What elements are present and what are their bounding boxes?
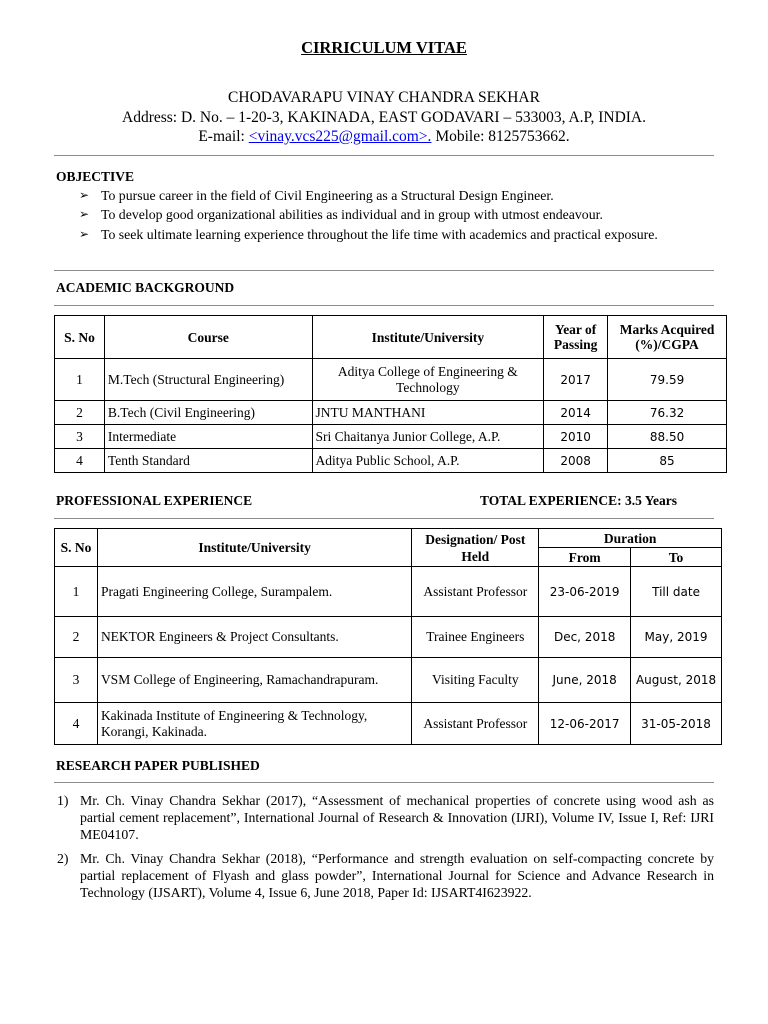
- email-link[interactable]: <vinay.vcs225@gmail.com>.: [248, 128, 432, 145]
- divider: [54, 518, 714, 519]
- research-item: 2) Mr. Ch. Vinay Chandra Sekhar (2018), “Performance and strength evaluation on self-compacting concrete by partial replacement of Flyash and glass powder”, International Journal for Science and Advance Research in Technology (IJSART), Volume 4, Issue 6, June 2018, Paper Id: IJSART4I623922.: [57, 851, 714, 900]
- column-header: Marks Acquired (%)/CGPA: [608, 316, 727, 359]
- email-label: E-mail:: [198, 128, 249, 145]
- arrow-bullet-icon: ➢: [79, 207, 90, 221]
- document-title: CIRRICULUM VITAE: [301, 38, 467, 57]
- column-header: Course: [104, 316, 312, 359]
- academic-heading: ACADEMIC BACKGROUND: [56, 280, 235, 295]
- column-header: Duration: [539, 529, 722, 548]
- table-header-row: [55, 316, 727, 359]
- divider: [54, 270, 714, 271]
- column-header: Year of Passing: [544, 316, 608, 359]
- experience-heading: PROFESSIONAL EXPERIENCE: [56, 493, 253, 508]
- column-header: S. No: [55, 529, 98, 567]
- table-row: 2 NEKTOR Engineers & Project Consultants. Trainee Engineers Dec, 2018 May, 2019: [55, 617, 722, 658]
- table-header-row: [55, 529, 722, 548]
- table-row: 4 Tenth Standard Aditya Public School, A.P. 2008 85: [55, 449, 727, 473]
- research-item: 1) Mr. Ch. Vinay Chandra Sekhar (2017), “Assessment of mechanical properties of concrete using wood ash as partial cement replacement”, International Journal of Research & Innovation (IJRI), Volume IV, Issue I, Ref: IJRI ME04107.: [57, 793, 714, 842]
- address: Address: D. No. – 1-20-3, KAKINADA, EAST GODAVARI – 533003, A.P, INDIA.: [122, 109, 646, 126]
- divider: [54, 155, 714, 156]
- table-row: 2 B.Tech (Civil Engineering) JNTU MANTHANI 2014 76.32: [55, 401, 727, 425]
- total-experience: TOTAL EXPERIENCE: 3.5 Years: [480, 493, 678, 508]
- column-header: Institute/University: [312, 316, 544, 359]
- divider: [54, 305, 714, 306]
- table-row: 3 Intermediate Sri Chaitanya Junior College, A.P. 2010 88.50: [55, 425, 727, 449]
- arrow-bullet-icon: ➢: [79, 188, 90, 202]
- mobile: Mobile: 8125753662.: [431, 128, 570, 145]
- research-heading: RESEARCH PAPER PUBLISHED: [56, 758, 260, 773]
- objective-item: ➢ To pursue career in the field of Civil Engineering as a Structural Design Engineer.: [79, 188, 554, 203]
- objective-item: ➢ To develop good organizational abilities as individual and in group with utmost endeavour.: [79, 207, 603, 222]
- candidate-name: CHODAVARAPU VINAY CHANDRA SEKHAR: [228, 89, 540, 106]
- experience-table: [54, 528, 722, 745]
- column-header: Designation/ Post Held: [412, 529, 539, 567]
- academic-table: [54, 315, 727, 473]
- column-header: From: [539, 548, 631, 567]
- contact-line: [0, 128, 768, 146]
- column-header: S. No: [55, 316, 105, 359]
- column-header: Institute/University: [97, 529, 411, 567]
- table-row: 3 VSM College of Engineering, Ramachandrapuram. Visiting Faculty June, 2018 August, 2018: [55, 658, 722, 703]
- arrow-bullet-icon: ➢: [79, 227, 90, 241]
- objective-heading: OBJECTIVE: [56, 169, 135, 184]
- objective-item: ➢ To seek ultimate learning experience throughout the life time with academics and practical exposure.: [79, 227, 658, 242]
- table-row: 4 Kakinada Institute of Engineering & Technology, Korangi, Kakinada. Assistant Professor 12-06-2017 31-05-2018: [55, 703, 722, 745]
- divider: [54, 782, 714, 783]
- table-row: 1 Pragati Engineering College, Surampalem. Assistant Professor 23-06-2019 Till date: [55, 567, 722, 617]
- column-header: To: [631, 548, 722, 567]
- table-row: 1 M.Tech (Structural Engineering) Aditya College of Engineering & Technology 2017 79.59: [55, 359, 727, 401]
